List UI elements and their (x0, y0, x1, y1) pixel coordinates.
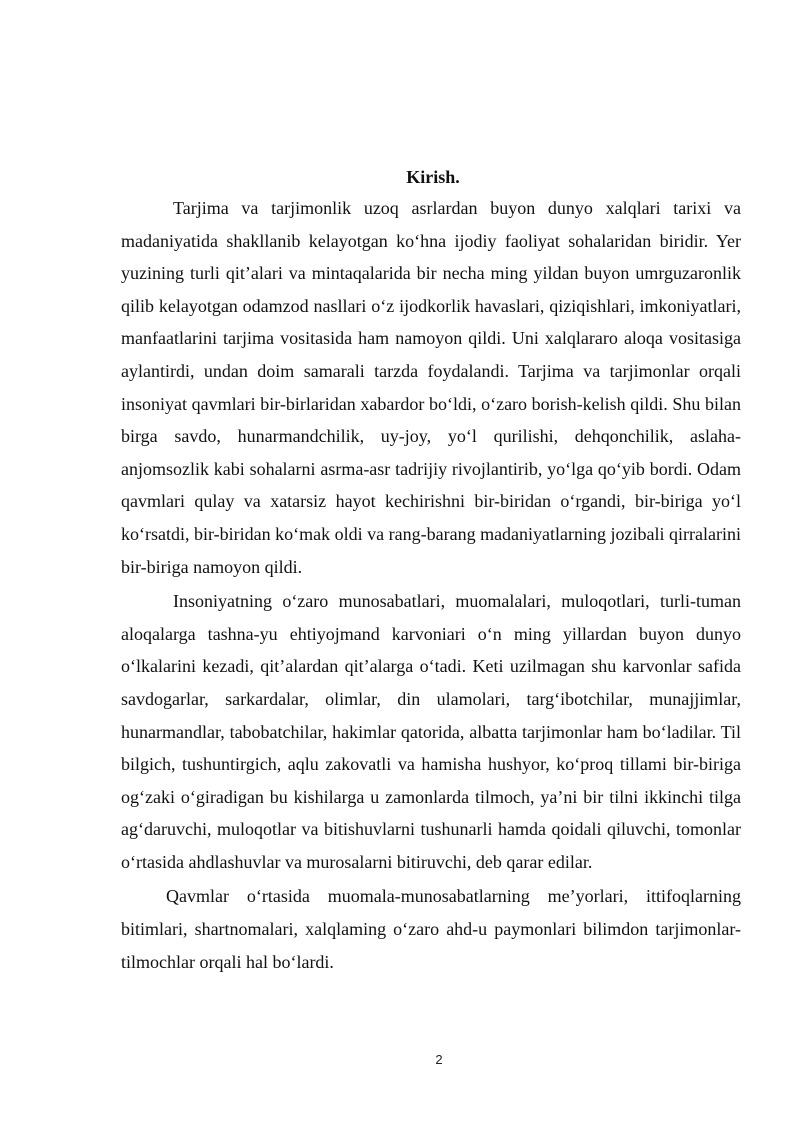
section-title: Kirish. (406, 167, 460, 187)
paragraph-2: Insoniyatning o‘zaro munosabatlari, muomalalari, muloqotlari, turli-tuman aloqalarga tashna-yu ehtiyojmand karvoniari o‘n ming yillardan buyon dunyo o‘lkalarini kezadi, qit’alardan qit’alarga o‘tadi. Keti uzilmagan shu karvonlar safida savdogarlar, sarkardalar, olimlar, din ulamolari, targ‘ibotchilar, munajjimlar, hunarmandlar, tabobatchilar, hakimlar qatorida, albatta tarjimonlar ham bo‘ladilar. Til bilgich, tushuntirgich, aqlu zakovatli va hamisha hushyor, ko‘proq tillami bir-biriga og‘zaki o‘giradigan bu kishilarga u zamonlarda tilmoch, ya’ni bir tilni ikkinchi tilga ag‘daruvchi, muloqotlar va bitishuvlarni tushunarli hamda qoidali qiluvchi, tomonlar o‘rtasida ahdlashuvlar va murosalarni bitiruvchi, deb qarar edilar. (121, 591, 741, 872)
page-body (121, 164, 741, 978)
paragraph-3: Qavmlar o‘rtasida muomala-munosabatlarning me’yorlari, ittifoqlarning bitimlari, shartnomalari, xalqlaming o‘zaro ahd-u paymonlari bilimdon tarjimonlar-tilmochlar orqali hal bo‘lardi. (121, 886, 741, 972)
page-number: 2 (435, 1052, 443, 1067)
paragraph-1: Tarjima va tarjimonlik uzoq asrlardan buyon dunyo xalqlari tarixi va madaniyatida shakllanib kelayotgan ko‘hna ijodiy faoliyat sohalaridan biridir. Yer yuzining turli qit’alari va mintaqalarida bir necha ming yildan buyon umrguzaronlik qilib kelayotgan odamzod nasllari o‘z ijodkorlik havaslari, qiziqishlari, imkoniyatlari, manfaatlarini tarjima vositasida ham namoyon qildi. Uni xalqlararo aloqa vositasiga aylantirdi, undan doim samarali tarzda foydalandi. Tarjima va tarjimonlar orqali insoniyat qavmlari bir-birlaridan xabardor bo‘ldi, o‘zaro borish-kelish qildi. Shu bilan birga savdo, hunarmandchilik, uy-joy, yo‘l qurilishi, dehqonchilik, aslaha-anjomsozlik kabi sohalarni asrma-asr tadrijiy rivojlantirib, yo‘lga qo‘yib bordi. Odam qavmlari qulay va xatarsiz hayot kechirishni bir-biridan o‘rgandi, bir-biriga yo‘l ko‘rsatdi, bir-biridan ko‘mak oldi va rang-barang madaniyatlarning jozibali qirralarini bir-biriga namoyon qildi. (121, 198, 741, 577)
